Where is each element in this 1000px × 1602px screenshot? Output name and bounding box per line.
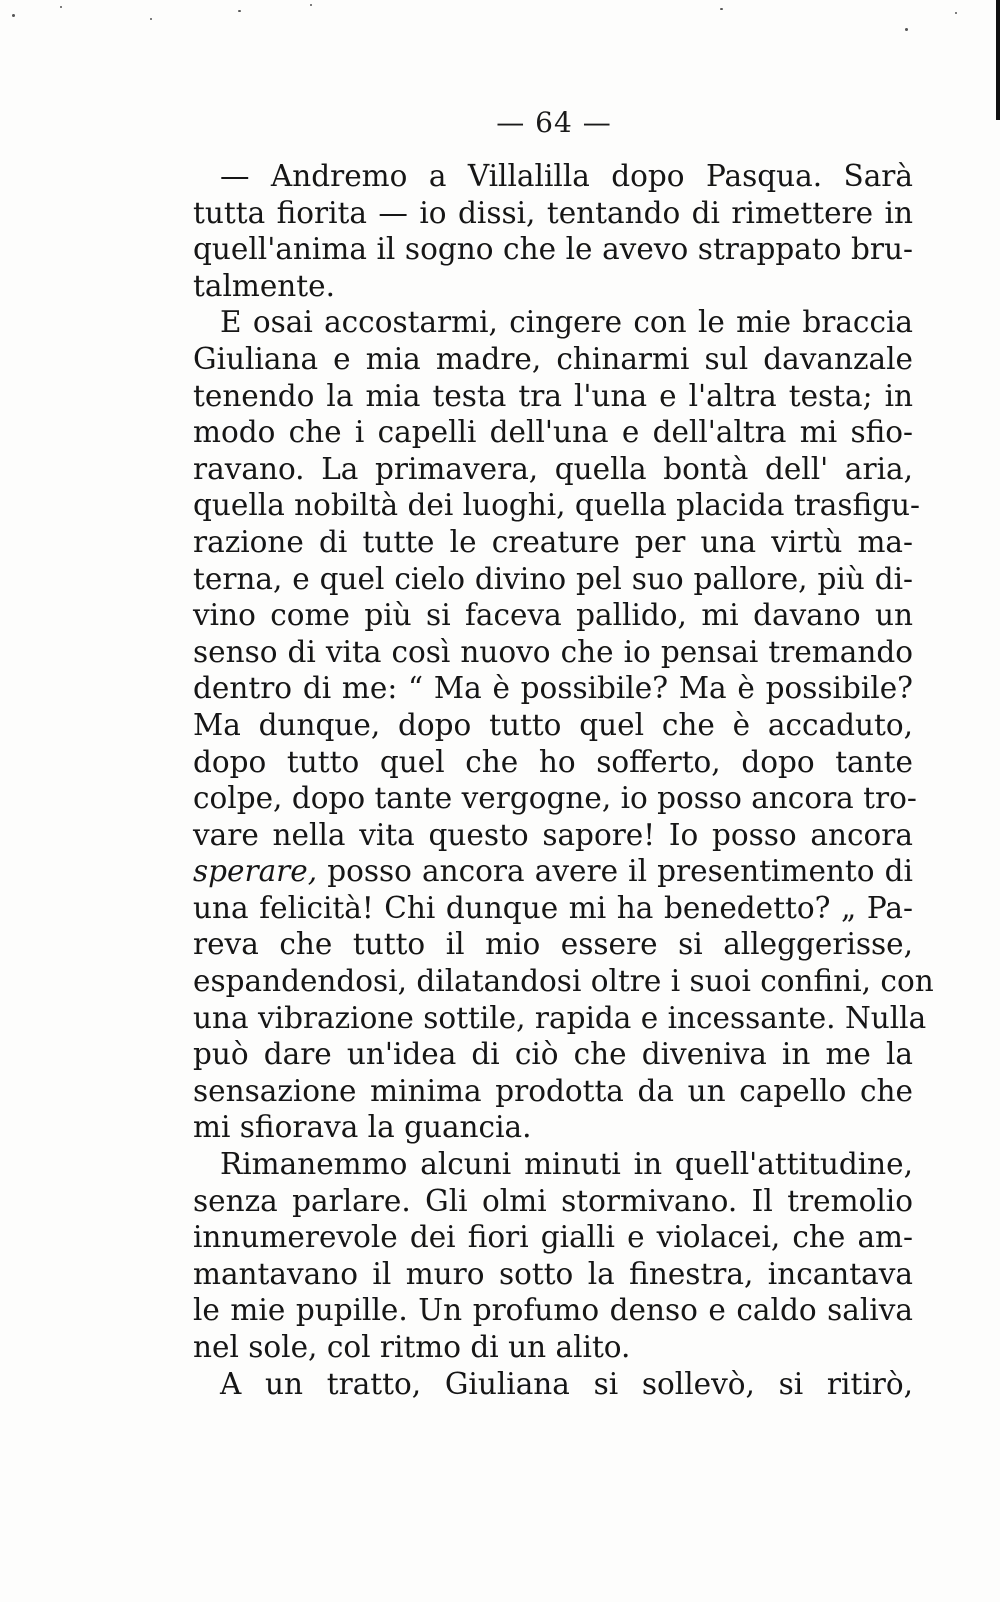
page-number: — 64 — — [496, 106, 612, 139]
text-line: dentro di me: “ Ma è possibile? Ma è possibile? — [193, 671, 913, 706]
text-line: senza parlare. Gli olmi stormivano. Il tremolio — [193, 1183, 913, 1218]
text-line: Giuliana e mia madre, chinarmi sul davanzale — [193, 341, 913, 376]
text-line: mi sfiorava la guancia. — [193, 1110, 532, 1145]
text-line: vino come più si faceva pallido, mi davano un — [193, 598, 913, 633]
text-line: può dare un'idea di ciò che diveniva in me la — [193, 1037, 913, 1072]
text-line: Rimanemmo alcuni minuti in quell'attitudine, — [220, 1147, 913, 1182]
text-line: espandendosi, dilatandosi oltre i suoi confini, con — [193, 964, 934, 999]
text-line: E osai accostarmi, cingere con le mie braccia — [220, 305, 913, 340]
text-line: terna, e quel cielo divino pel suo pallore, più di- — [193, 561, 913, 596]
text-line: quella nobiltà dei luoghi, quella placida trasfigu- — [193, 488, 921, 523]
text-line: senso di vita così nuovo che io pensai tremando — [193, 634, 913, 669]
text-line: colpe, dopo tante vergogne, io posso ancora tro- — [193, 781, 917, 816]
text-line: modo che i capelli dell'una e dell'altra mi sfio- — [193, 415, 913, 450]
text-line: una vibrazione sottile, rapida e incessante. Nulla — [193, 1000, 927, 1035]
text-line: ravano. La primavera, quella bontà dell' aria, — [193, 451, 913, 486]
text-line: quell'anima il sogno che le avevo strappato bru- — [193, 232, 913, 267]
text-line: mantavano il muro sotto la finestra, incantava — [193, 1256, 913, 1291]
text-line: vare nella vita questo sapore! Io posso ancora — [193, 817, 913, 852]
text-line: razione di tutte le creature per una virtù ma- — [193, 524, 913, 559]
paper-specks — [0, 0, 1000, 60]
text-line: A un tratto, Giuliana si sollevò, si ritirò, — [220, 1366, 913, 1401]
text-line: una felicità! Chi dunque mi ha benedetto? „ Pa- — [193, 890, 913, 925]
italic-word: sperare, — [193, 854, 318, 889]
text-line: tenendo la mia testa tra l'una e l'altra testa; in — [193, 378, 913, 413]
text-line: tutta fiorita — io dissi, tentando di rimettere in — [193, 195, 913, 230]
text-line: nel sole, col ritmo di un alito. — [193, 1330, 631, 1364]
text-line: — Andremo a Villalilla dopo Pasqua. Sarà — [220, 159, 913, 193]
text-line: talmente. — [193, 268, 335, 303]
text-line: innumerevole dei fiori gialli e violacei, che am- — [193, 1220, 913, 1255]
text-line: reva che tutto il mio essere si alleggerisse, — [193, 927, 913, 962]
text-line — [193, 853, 913, 890]
text-line: Ma dunque, dopo tutto quel che è accaduto, — [193, 707, 913, 742]
body-text — [193, 158, 934, 1402]
text-line: dopo tutto quel che ho sofferto, dopo tante — [193, 744, 913, 779]
text-line-rest: posso ancora avere il presentimento di — [317, 854, 913, 889]
text-line: sensazione minima prodotta da un capello che — [193, 1073, 913, 1108]
text-line: le mie pupille. Un profumo denso e caldo saliva — [193, 1293, 913, 1328]
